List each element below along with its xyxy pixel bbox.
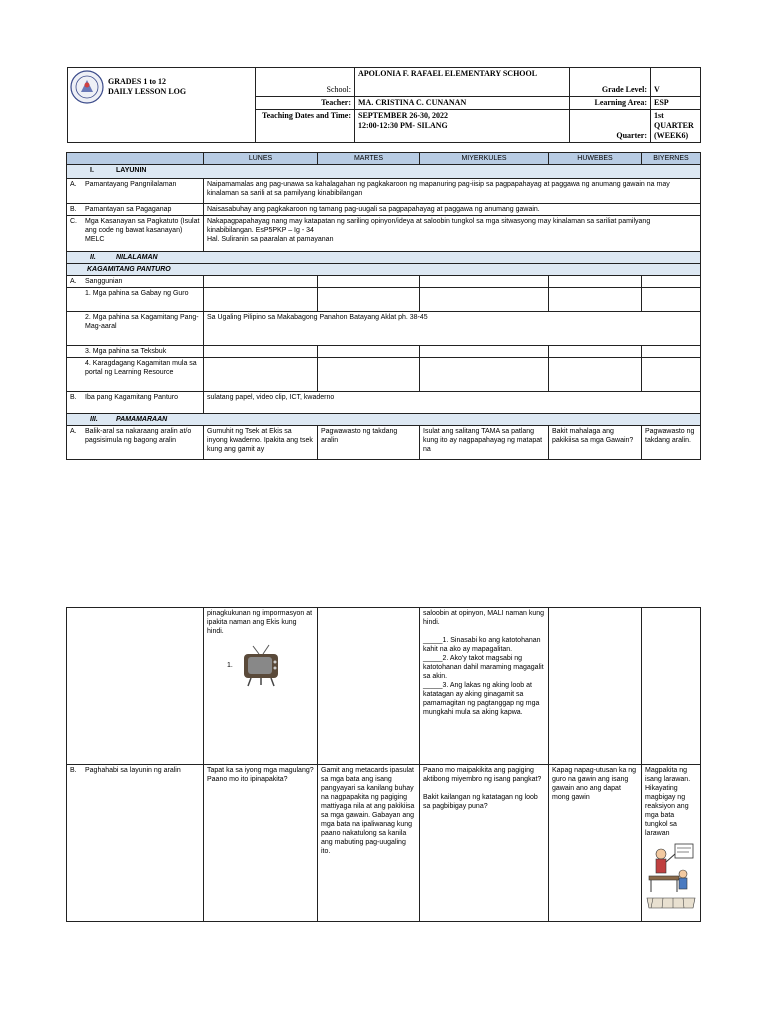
empty-cell [549, 608, 642, 765]
row-label-gabay: 1. Mga pahina sa Gabay ng Guro [67, 288, 204, 312]
row-label-pagaganap [67, 204, 204, 216]
section-nilalaman [67, 252, 701, 264]
empty-cell [642, 288, 701, 312]
kasanayan-content-2: Hal. Suliranin sa paaralan at pamayanan [207, 236, 334, 243]
row-label-balik-aral [67, 426, 204, 460]
empty-cell [642, 358, 701, 392]
section-nilalaman-label: NILALAMAN [116, 254, 158, 261]
cont-miy-2: _____1. Sinasabi ko ang katotohanan kahit na ako ay mapagalitan. [423, 637, 541, 653]
iba-letter: B. [70, 394, 77, 401]
sanggunian-text: Sanggunian [85, 278, 123, 285]
cont-miy-1: saloobin at opinyon, MALI naman kung hindi. [423, 610, 545, 626]
section-pamamaraan-num: III. [90, 416, 98, 423]
empty-cell [549, 346, 642, 358]
section-kagamitan-label: KAGAMITANG PANTURO [87, 266, 171, 273]
empty-cell [67, 608, 204, 765]
empty-cell [549, 288, 642, 312]
quarter-value: 1st QUARTER (WEEK6) [651, 110, 701, 143]
header-title-cell [68, 68, 256, 143]
paghahabi-lunes: Tapat ka sa iyong mga magulang? Paano mo ito ipinapakita? [204, 765, 318, 922]
row-label-karagdagang: 4. Karagdagang Kagamitan mula sa portal ng Learning Resource [67, 358, 204, 392]
kasanayan-content-1: Nakapagpapahayag nang may katapatan ng sariling opinyon/ideya at saloobin tungkol sa mga sitwasyong may kinalaman sa sariliat pamilyang kinabibilangan. EsP5PKP – Ig - 34 [207, 218, 651, 234]
school-label: School: [256, 68, 355, 97]
paghahabi-letter: B. [70, 767, 77, 774]
row-c-letter: C. [70, 218, 77, 225]
row-label-pangnilalaman [67, 179, 204, 204]
learning-area-label: Learning Area: [570, 97, 651, 110]
grades-text: GRADES 1 to 12 [108, 77, 167, 86]
cont-lunes-text: pinagkukunan ng impormasyon at ipakita naman ang Ekis kung hindi. [207, 610, 313, 635]
day-header-huwebes: HUWEBES [549, 153, 642, 165]
balik-letter: A. [70, 428, 77, 435]
cont-miy-3: _____2. Ako'y takot magsabi ng katotohanan dahil maraming magagalit sa akin. [423, 655, 544, 680]
empty-cell [204, 288, 318, 312]
day-header-martes: MARTES [318, 153, 420, 165]
row-b-letter: B. [70, 206, 77, 213]
deped-seal-icon [70, 70, 104, 104]
paghahabi-biyernes [642, 765, 701, 922]
section-kagamitan [67, 264, 701, 276]
cont-miy-4: _____3. Ang lakas ng aking loob at katatagan ay aking ginagamit sa pamamagitan ng pagtanggap ng mga mungkahi mula sa aking kapwa. [423, 682, 540, 716]
empty-cell [318, 288, 420, 312]
empty-cell [642, 346, 701, 358]
empty-cell [420, 276, 549, 288]
day-header-lunes: LUNES [204, 153, 318, 165]
balik-miyerkules: Isulat ang salitang TAMA sa patlang kung ito ay nagpapahayag ng matapat na [420, 426, 549, 460]
section-pamamaraan-label: PAMAMARAAN [116, 416, 168, 423]
empty-cell [204, 276, 318, 288]
row-b-text: Pamantayan sa Pagaganap [85, 206, 172, 213]
balik-biyernes: Pagwawasto ng takdang aralin. [642, 426, 701, 460]
section-pamamaraan [67, 414, 701, 426]
pangnilalaman-content: Naipamamalas ang pag-unawa sa kahalagahan ng pagkakaroon ng mapanuring pag-iisip sa pagpapahayag at paggawa ng anumang gawain na may kinalaman sa sarili at sa pamilyang kinabibilangan [204, 179, 701, 204]
school-value: APOLONIA F. RAFAEL ELEMENTARY SCHOOL [355, 68, 570, 97]
paghahabi-text: Paghahabi sa layunin ng aralin [85, 767, 181, 774]
row-label-kasanayan [67, 216, 204, 252]
kagamitan-mag-aaral-content: Sa Ugaling Pilipino sa Makabagong Panahon Batayang Aklat ph. 38-45 [204, 312, 701, 346]
day-header-miyerkules: MIYERKULES [420, 153, 549, 165]
row-c-text: Mga Kasanayan sa Pagkatuto (Isulat ang code ng bawat kasanayan) MELC [85, 218, 200, 243]
teacher-value: MA. CRISTINA C. CUNANAN [355, 97, 570, 110]
empty-cell [204, 346, 318, 358]
lesson-table-1 [66, 152, 701, 460]
section-layunin-num: I. [90, 167, 94, 174]
grade-level-value: V [651, 68, 701, 97]
television-icon [241, 642, 281, 688]
day-header-biyernes: BIYERNES [642, 153, 701, 165]
empty-cell [420, 346, 549, 358]
section-nilalaman-num: II. [90, 254, 96, 261]
day-header-blank [67, 153, 204, 165]
cont-lunes [204, 608, 318, 765]
empty-cell [549, 358, 642, 392]
section-layunin-label: LAYUNIN [116, 167, 147, 174]
balik-martes: Pagwawasto ng takdang aralin [318, 426, 420, 460]
kasanayan-content [204, 216, 701, 252]
row-label-kagamitan-mag-aaral: 2. Mga pahina sa Kagamitang Pang-Mag-aaral [67, 312, 204, 346]
row-label-paghahabi [67, 765, 204, 922]
iba-text: Iba pang Kagamitang Panturo [85, 394, 179, 401]
empty-cell [420, 358, 549, 392]
empty-cell [318, 276, 420, 288]
row-a-letter: A. [70, 181, 77, 188]
grade-level-label: Grade Level: [570, 68, 651, 97]
empty-cell [318, 358, 420, 392]
paghahabi-martes: Gamit ang metacards ipasulat sa mga bata ang isang pangyayari sa kanilang buhay na nagpapakita ng pagiging mattiyaga nila at ang pakikiisa sa mga gawain. Gabayan ang mga bata na ipaliwanag kung paano nakatulong sa kanila ang mabuting pag-uugaling ito. [318, 765, 420, 922]
empty-cell [642, 608, 701, 765]
pagaganap-content: Naisasabuhay ang pagkakaroon ng tamang pag-uugali sa pagpapahayag at paggawa ng anumang gawain. [204, 204, 701, 216]
quarter-label: Quarter: [570, 110, 651, 143]
empty-cell [318, 608, 420, 765]
row-label-teksbuk: 3. Mga pahina sa Teksbuk [67, 346, 204, 358]
empty-cell [420, 288, 549, 312]
empty-cell [549, 276, 642, 288]
row-label-iba-pang [67, 392, 204, 414]
dates-label: Teaching Dates and Time: [256, 110, 355, 143]
paghahabi-miyerkules [420, 765, 549, 922]
balik-text: Balik-aral sa nakaraang aralin at/o pagsisimula ng bagong aralin [85, 428, 192, 444]
dll-title: DAILY LESSON LOG [108, 87, 187, 96]
cont-lunes-item: 1. [227, 661, 233, 669]
sanggunian-letter: A. [70, 278, 77, 285]
dates-value: SEPTEMBER 26-30, 2022 [358, 111, 449, 120]
teacher-label: Teacher: [256, 97, 355, 110]
classroom-illustration-icon [645, 840, 697, 912]
paghahabi-biyernes-text: Magpakita ng isang larawan. Hikayating magbigay ng reaksiyon ang mga bata tungkol sa larawan [645, 767, 691, 837]
empty-cell [204, 358, 318, 392]
iba-pang-content: sulatang papel, video clip, ICT, kwaderno [204, 392, 701, 414]
paghahabi-huwebes: Kapag napag-utusan ka ng guro na gawin ang isang gawain ano ang dapat mong gawin [549, 765, 642, 922]
header-table [67, 67, 701, 143]
learning-area-value: ESP [651, 97, 701, 110]
balik-huwebes: Bakit mahalaga ang pakikiisa sa mga Gawain? [549, 426, 642, 460]
dates-cell [355, 110, 570, 143]
row-a-text: Pamantayang Pangnilalaman [85, 181, 177, 188]
paghahabi-miy-2: Bakit kailangan ng katatagan ng loob sa pagbibigay puna? [423, 794, 538, 810]
lesson-table-2 [66, 607, 701, 922]
row-label-sanggunian [67, 276, 204, 288]
empty-cell [642, 276, 701, 288]
cont-miyerkules [420, 608, 549, 765]
empty-cell [318, 346, 420, 358]
paghahabi-miy-1: Paano mo maipakikita ang pagiging aktibong miyembro ng isang pangkat? [423, 767, 542, 783]
balik-lunes: Gumuhit ng Tsek at Ekis sa inyong kwaderno. Ipakita ang tsek kung ang gamit ay [204, 426, 318, 460]
time-value: 12:00-12:30 PM- SILANG [358, 121, 448, 130]
section-layunin [67, 165, 701, 179]
